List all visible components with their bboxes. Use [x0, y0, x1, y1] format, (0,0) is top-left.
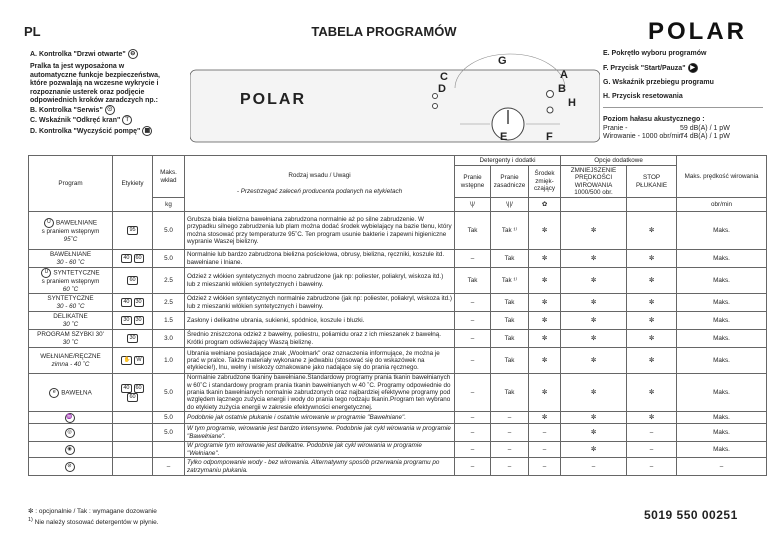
door-icon: ⊖	[128, 49, 138, 59]
speed-reduction: ✼	[561, 374, 627, 412]
col-rpm: obr/min	[677, 198, 767, 212]
mainwash: Tak	[491, 330, 529, 348]
speed-reduction: ✼	[561, 442, 627, 458]
max-load: 5.0	[153, 424, 185, 442]
program-name: BAWEŁNIANE	[55, 219, 98, 227]
speed-reduction: ✼	[561, 294, 627, 312]
laundry-desc: Zasłony i delikatne ubrania, sukienki, spódnice, koszule i bluzki.	[185, 312, 455, 330]
stop-rinse: ✼	[627, 212, 677, 250]
note-f	[603, 63, 763, 73]
prewash: –	[455, 312, 491, 330]
softener: ✼	[529, 268, 561, 294]
prewash: –	[455, 330, 491, 348]
program-name: SYNTETYCZNE	[53, 269, 100, 277]
max-spin: Maks.	[677, 412, 767, 424]
note-c	[30, 115, 165, 125]
prewash: –	[455, 458, 491, 476]
softener: ✼	[529, 412, 561, 424]
stop-rinse: ✼	[627, 412, 677, 424]
prewash: –	[455, 348, 491, 374]
program-icon: ◎	[65, 428, 75, 438]
program-name: WEŁNIANE/RĘCZNE	[40, 353, 101, 361]
program-name	[29, 330, 113, 348]
col-prewash: Pranie wstępne	[455, 166, 491, 198]
speed-reduction: ✼	[561, 412, 627, 424]
labels	[113, 348, 153, 374]
tap-icon: ⊤	[122, 115, 132, 125]
program-temp: 60 ˚C	[62, 285, 79, 293]
brand-logo: POLAR	[648, 18, 747, 45]
labels	[113, 458, 153, 476]
stop-rinse: ✼	[627, 312, 677, 330]
laundry-title: Rodzaj wsadu / Uwagi	[288, 172, 351, 179]
col-softener: Środek zmięk-czający	[529, 166, 561, 198]
prewash: –	[455, 294, 491, 312]
max-spin: Maks.	[677, 268, 767, 294]
labels	[113, 312, 153, 330]
noise-wash-label: Pranie -	[603, 125, 628, 132]
note-h: H. Przycisk resetowania	[603, 93, 683, 100]
mainwash: –	[491, 424, 529, 442]
page-title: TABELA PROGRAMÓW	[311, 24, 457, 39]
stop-rinse: –	[627, 442, 677, 458]
max-spin: Maks.	[677, 212, 767, 250]
table-row	[29, 348, 767, 374]
divider	[603, 107, 763, 108]
max-load: 5.0	[153, 412, 185, 424]
softener: ✼	[529, 374, 561, 412]
max-spin: Maks.	[677, 294, 767, 312]
care-label-icon: 30	[123, 317, 130, 324]
program-name: BAWEŁNIANE	[49, 250, 92, 258]
care-label-icon: 60	[135, 255, 142, 261]
program-sub: s praniem wstępnym	[41, 278, 100, 285]
table-row	[29, 268, 767, 294]
softener: ✼	[529, 250, 561, 268]
laundry-desc: Odzież z włókien syntetycznych mocno zabrudzone (jak np: poliester, poliakryl, wiskoza itd.) lub z mieszanki włókien syntetycznych i bawełny.	[185, 268, 455, 294]
program-name	[29, 250, 113, 268]
mainwash: Tak	[491, 312, 529, 330]
program-temp: zimna - 40 ˚C	[51, 360, 90, 368]
note-e: E. Pokrętło wyboru programów	[603, 50, 707, 57]
program-name	[29, 442, 113, 458]
laundry-desc: W programie tym wirowanie jest delikatne. Podobnie jak cykl wirowania w programie "Wełniane".	[185, 442, 455, 458]
care-label-icon: 95	[129, 227, 136, 233]
note-g: G. Wskaźnik przebiegu programu	[603, 79, 714, 86]
table-row	[29, 212, 767, 250]
max-load: –	[153, 458, 185, 476]
stop-rinse: ✼	[627, 268, 677, 294]
mainwash: –	[491, 458, 529, 476]
program-name: BAWEŁNA	[61, 389, 92, 397]
speed-reduction: –	[561, 458, 627, 476]
program-name	[29, 412, 113, 424]
speed-reduction: ✼	[561, 212, 627, 250]
labels	[113, 268, 153, 294]
col-program: Program	[29, 156, 113, 212]
program-name	[29, 268, 113, 294]
program-temp: 30 ˚C	[62, 338, 79, 346]
label-f: F	[546, 131, 553, 143]
softener: ✼	[529, 348, 561, 374]
labels	[113, 424, 153, 442]
program-icon: ◉	[65, 445, 75, 455]
label-a: A	[560, 69, 568, 81]
note-d-text: D. Kontrolka "Wyczyścić pompę"	[30, 127, 141, 135]
softener: –	[529, 442, 561, 458]
compartment-2-icon: \||/	[491, 198, 529, 212]
mainwash: Tak	[491, 294, 529, 312]
program-icon: U	[41, 268, 51, 278]
softener: –	[529, 424, 561, 442]
label-e: E	[500, 131, 508, 143]
col-kg: kg	[153, 198, 185, 212]
noise-title: Poziom hałasu akustycznego :	[603, 116, 705, 123]
noise-wash-value: 59 dB(A) / 1 pW	[680, 125, 730, 132]
labels	[113, 212, 153, 250]
noise-spin-label: Wirowanie - 1000 obr/min	[603, 133, 683, 140]
speed-reduction: ✼	[561, 424, 627, 442]
speed-reduction: ✼	[561, 330, 627, 348]
table-row	[29, 458, 767, 476]
care-label-icon: 30	[129, 335, 136, 342]
care-label-icon: 60	[129, 277, 136, 284]
laundry-desc: Ubrania wełniane posiadające znak „Woolmark" oraz oznaczenia informujące, że można je prać w pralce. Także materiały wykonane z jedwabiu (stosować się do wskazówek na etykiecie!), lnu, wełny i wiskozy oznakowane jako nadające się do prania ręcznego.	[185, 348, 455, 374]
col-options: Opcje dodatkowe	[561, 156, 677, 166]
care-label-icon: 40	[123, 384, 130, 391]
max-spin: Maks.	[677, 330, 767, 348]
col-stop: STOP PŁUKANIE	[627, 166, 677, 198]
labels	[113, 330, 153, 348]
max-load: 2.5	[153, 294, 185, 312]
mainwash: –	[491, 412, 529, 424]
panel-logo: POLAR	[240, 91, 306, 108]
max-load: 1.0	[153, 348, 185, 374]
note-f-text: F. Przycisk "Start/Pauza"	[603, 64, 686, 72]
col-max-load: Maks. wkład	[153, 156, 185, 198]
program-rows	[29, 212, 767, 476]
program-name	[29, 312, 113, 330]
table-row	[29, 294, 767, 312]
footnotes	[28, 508, 159, 527]
intro-note: Pralka ta jest wyposażona w automatyczne funkcje bezpieczeństwa, które pozwalają na wczesne wykrycie i rozpoznanie usterek oraz podjęcie odpowiednich kroków zaradczych np.:	[30, 63, 160, 104]
softener: –	[529, 458, 561, 476]
program-temp: 95˚C	[63, 235, 78, 243]
language-code: PL	[24, 24, 41, 39]
table-row	[29, 312, 767, 330]
program-temp: 30 - 60 ˚C	[56, 258, 85, 266]
softener-icon: ✿	[529, 198, 561, 212]
table-row	[29, 374, 767, 412]
mainwash: Tak	[491, 348, 529, 374]
program-name	[29, 348, 113, 374]
noise-spin-value: 74 dB(A) / 1 pW	[680, 133, 730, 140]
labels	[113, 412, 153, 424]
table-row	[29, 330, 767, 348]
softener: ✼	[529, 294, 561, 312]
care-label-icon: 40	[123, 299, 130, 306]
max-load: 2.5	[153, 268, 185, 294]
max-spin: Maks.	[677, 250, 767, 268]
max-spin: Maks.	[677, 348, 767, 374]
laundry-desc: Grubsza biała bielizna bawełniana zabrudzona normalnie aż po silne zabrudzenie. W przypadku silnego zabrudzenia lub plam można dodać środek wybielający na bazie tlenu, który można stosować przy temperaturze 95˚C. Ten program usunie bakterie i zapewni higieniczne wypranie Waszej bielizny.	[185, 212, 455, 250]
laundry-desc: Normalnie lub bardzo zabrudzona bielizna pościelowa, obrusy, bielizna, ręczniki, koszule itd. bawełniane i lniane.	[185, 250, 455, 268]
pump-icon: ▦	[142, 126, 152, 136]
laundry-desc: Tylko odpompowanie wody - bez wirowania. Alternatywny sposób przerwania programu po zatrzymaniu płukania.	[185, 458, 455, 476]
program-icon: ⊘	[65, 462, 75, 472]
program-name: DELIKATNE	[53, 313, 88, 321]
mainwash: Tak ¹⁾	[491, 212, 529, 250]
laundry-desc: W tym programie, wirowanie jest bardzo intensywne. Podobnie jak cykl wirowania w programie "Bawełniane".	[185, 424, 455, 442]
prewash: –	[455, 442, 491, 458]
max-load: 3.0	[153, 330, 185, 348]
max-load: 5.0	[153, 250, 185, 268]
program-icon: e	[49, 388, 59, 398]
col-labels: Etykiety	[113, 156, 153, 212]
labels	[113, 250, 153, 268]
col-speed: ZMNIEJSZENIE PRĘDKOŚCI WIROWANIA 1000/500 obr.	[561, 166, 627, 198]
stop-rinse: ✼	[627, 250, 677, 268]
col-mainwash: Pranie zasadnicze	[491, 166, 529, 198]
program-name	[29, 424, 113, 442]
stop-rinse: –	[627, 458, 677, 476]
prewash: –	[455, 250, 491, 268]
table-row	[29, 250, 767, 268]
speed-reduction: ✼	[561, 312, 627, 330]
softener: ✼	[529, 312, 561, 330]
col-laundry	[185, 156, 455, 212]
prewash: Tak	[455, 212, 491, 250]
care-label-icon: 60	[129, 393, 136, 400]
care-label-icon: 30	[135, 317, 142, 324]
program-name: SYNTETYCZNE	[47, 295, 94, 303]
max-load	[153, 442, 185, 458]
stop-rinse: ✼	[627, 330, 677, 348]
speed-reduction: ✼	[561, 268, 627, 294]
max-spin: –	[677, 458, 767, 476]
laundry-desc: Średnio zniszczona odzież z bawełny, poliestru, poliamidu oraz z ich mieszanek z bawełną. Krótki program odświeżający Waszą bieliznę.	[185, 330, 455, 348]
laundry-desc: Podobnie jak ostatnie płukanie i ostatnie wirowanie w programie "Bawełniane".	[185, 412, 455, 424]
program-name	[29, 212, 113, 250]
footnote-marker: 1)	[28, 517, 33, 523]
max-spin: Maks.	[677, 424, 767, 442]
care-label-icon: 60	[135, 384, 142, 391]
play-icon: ▶	[688, 63, 698, 73]
table-row	[29, 412, 767, 424]
footnote-1: ✼ : opcjonalnie / Tak : wymagane dozowanie	[28, 508, 157, 515]
speed-reduction: ✼	[561, 250, 627, 268]
stop-rinse: –	[627, 424, 677, 442]
max-load: 5.0	[153, 374, 185, 412]
laundry-desc: Odzież z włókien syntetycznych normalnie zabrudzone (jak np: poliester, poliakryl, wiskoza itd.) lub z mieszanki włókien syntetycznych i bawełny.	[185, 294, 455, 312]
program-name	[29, 374, 113, 412]
max-spin: Maks.	[677, 442, 767, 458]
document-code: 5019 550 00251	[644, 508, 738, 522]
stop-rinse: ✼	[627, 374, 677, 412]
stop-rinse: ✼	[627, 294, 677, 312]
reset-button	[547, 107, 553, 113]
mainwash: Tak	[491, 250, 529, 268]
start-button	[547, 91, 554, 98]
led-d	[433, 94, 438, 99]
col-maxspin: Maks. prędkość wirowania	[677, 156, 767, 198]
labels	[113, 374, 153, 412]
led-service	[433, 104, 438, 109]
stop-cell-empty	[627, 198, 677, 212]
program-table	[28, 155, 767, 476]
labels	[113, 294, 153, 312]
note-c-text: C. Wskaźnik "Odkręć kran"	[30, 116, 121, 124]
stop-rinse: ✼	[627, 348, 677, 374]
mainwash: –	[491, 442, 529, 458]
max-load: 1.5	[153, 312, 185, 330]
program-name	[29, 294, 113, 312]
prewash: –	[455, 424, 491, 442]
program-icon: ♒	[65, 413, 75, 423]
program-temp: 30 - 60 ˚C	[56, 302, 85, 310]
softener: ✼	[529, 212, 561, 250]
laundry-desc: Normalnie zabrudzone tkaniny bawełniane.Standardowy programy prania tkanin bawełnianych w 60˚C i standardowy program prania tkanin bawełnianych w 40 ˚C. Programy odpowiednie do prania tkanin bawełnianych normalnie zabrudzonych oraz najbardziej efektywne programy pod względem łącznego zużycia energii i wody do prania tego rodzaju tkanin.Program ten wybrano do etykiety zużycia energii w zakresie efektywności energetycznej.	[185, 374, 455, 412]
note-a-text: A. Kontrolka "Drzwi otwarte"	[30, 50, 126, 58]
program-sub: s praniem wstępnym	[41, 227, 100, 235]
prewash: –	[455, 412, 491, 424]
note-b-text: B. Kontrolka "Serwis"	[30, 106, 103, 114]
speed-cell-empty	[561, 198, 627, 212]
program-name: PROGRAM SZYBKI 30'	[37, 331, 104, 339]
note-a	[30, 49, 165, 59]
max-load: 5.0	[153, 212, 185, 250]
speed-reduction: ✼	[561, 348, 627, 374]
program-icon: U	[44, 218, 54, 228]
footnote-2: Nie należy stosować detergentów w płynie.	[34, 519, 159, 527]
care-label-icon: 30	[135, 299, 142, 306]
program-name	[29, 458, 113, 476]
compartment-1-icon: \|/	[455, 198, 491, 212]
care-label-icon: W	[136, 357, 142, 364]
prewash: Tak	[455, 268, 491, 294]
label-g: G	[498, 55, 507, 67]
control-panel-diagram	[190, 46, 600, 146]
label-c: C	[440, 71, 448, 83]
program-temp: 30 ˚C	[62, 320, 79, 328]
label-d: D	[438, 83, 446, 95]
label-h: H	[568, 97, 576, 109]
care-label-icon: 40	[123, 255, 130, 261]
care-label-icon: ✋	[123, 357, 131, 364]
service-icon: ☉	[105, 105, 115, 115]
mainwash: Tak	[491, 374, 529, 412]
prewash: –	[455, 374, 491, 412]
mainwash: Tak ¹⁾	[491, 268, 529, 294]
col-detergents: Detergenty i dodatki	[455, 156, 561, 166]
laundry-note: - Przestrzegać zaleceń producenta podanych na etykietach	[236, 187, 403, 195]
table-row	[29, 442, 767, 458]
softener: ✼	[529, 330, 561, 348]
label-b: B	[558, 83, 566, 95]
max-spin: Maks.	[677, 312, 767, 330]
note-b	[30, 105, 165, 115]
noise-spin	[603, 132, 763, 141]
note-d	[30, 126, 180, 136]
max-spin: Maks.	[677, 374, 767, 412]
table-row	[29, 424, 767, 442]
labels	[113, 442, 153, 458]
